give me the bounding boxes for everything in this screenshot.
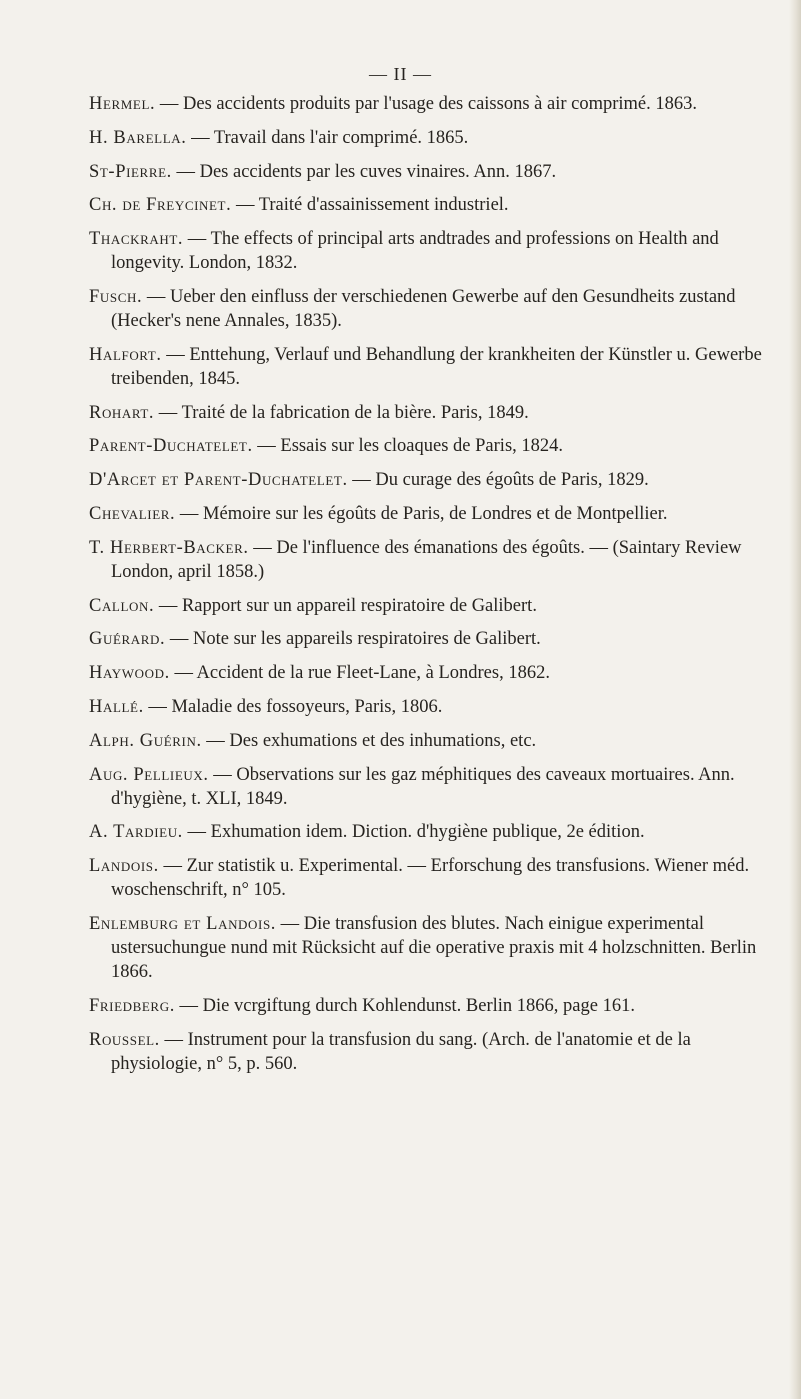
bibliography-entry xyxy=(89,661,779,685)
entry-author: Hermel. xyxy=(89,94,156,114)
entry-text: — Des accidents produits par l'usage des caissons à air comprimé. 1863. xyxy=(155,94,697,114)
entry-author: Parent-Duchatelet. xyxy=(89,436,253,457)
entry-author: Fusch. xyxy=(89,286,143,307)
bibliography-entry xyxy=(89,193,779,217)
entry-author: H. Barella. xyxy=(89,127,187,148)
entry-text: — Essais sur les cloaques de Paris, 1824. xyxy=(252,436,564,457)
entry-author: Callon. xyxy=(89,595,155,616)
entry-text: — The effects of principal arts andtrades and professions on Health and longevity. London, 1832. xyxy=(111,229,719,274)
entry-author: Alph. Guérin. xyxy=(89,730,202,751)
entry-author: Friedberg. xyxy=(89,995,175,1016)
entry-author: Aug. Pellieux. xyxy=(89,764,209,785)
bibliography-entry xyxy=(89,468,779,492)
bibliography-entry xyxy=(89,343,779,391)
bibliography-entry xyxy=(89,763,779,811)
bibliography-entry xyxy=(89,627,779,651)
bibliography-entry xyxy=(89,912,779,984)
bibliography-entry xyxy=(89,536,779,584)
entry-text: — Des accidents par les cuves vinaires. Ann. 1867. xyxy=(171,161,557,182)
bibliography-entry xyxy=(89,227,779,275)
entry-text: — Maladie des fossoyeurs, Paris, 1806. xyxy=(143,696,443,717)
entry-author: Rohart. xyxy=(89,402,155,423)
bibliography-entry xyxy=(89,285,779,333)
bibliography-entry xyxy=(89,594,779,618)
entry-text: — Travail dans l'air comprimé. 1865. xyxy=(186,127,469,148)
entry-text: — Die vcrgiftung durch Kohlendunst. Berlin 1866, page 161. xyxy=(174,995,635,1016)
entry-text: — Exhumation idem. Diction. d'hygiène publique, 2e édition. xyxy=(182,822,645,843)
entry-author: D'Arcet et Parent-Duchatelet. xyxy=(89,470,348,491)
entry-text: — Ueber den einfluss der verschiedenen Gewerbe auf den Gesundheits zustand (Hecker's nene Annales, 1835). xyxy=(111,286,736,331)
entry-text: — De l'influence des émanations des égoûts. — (Saintary Review London, april 1858.) xyxy=(111,537,742,582)
entry-author: Thackraht. xyxy=(89,229,184,250)
bibliography-entry xyxy=(89,820,779,844)
bibliography-entry xyxy=(89,434,779,458)
entry-author: Guérard. xyxy=(89,629,166,650)
entry-text: — Mémoire sur les égoûts de Paris, de Londres et de Montpellier. xyxy=(175,503,668,524)
bibliography-entry xyxy=(89,92,779,116)
page-number: — II — xyxy=(369,64,432,84)
entry-text: — Accident de la rue Fleet-Lane, à Londres, 1862. xyxy=(169,663,550,684)
entry-text: — Du curage des égoûts de Paris, 1829. xyxy=(347,470,649,491)
bibliography-entry xyxy=(89,160,779,184)
entry-author: St-Pierre. xyxy=(89,161,172,182)
entry-author: Haywood. xyxy=(89,663,170,684)
bibliography-entry xyxy=(89,401,779,425)
bibliography-entry xyxy=(89,729,779,753)
entry-text: — Traité d'assainissement industriel. xyxy=(231,195,509,216)
bibliography-entry xyxy=(89,695,779,719)
bibliography-entry xyxy=(89,994,779,1018)
entry-author: Halfort. xyxy=(89,344,162,365)
bibliography-entry xyxy=(89,854,779,902)
entry-text: — Observations sur les gaz méphitiques des caveaux mortuaires. Ann. d'hygiène, t. XLI, 1849. xyxy=(111,764,735,809)
entry-text: — Zur statistik u. Experimental. — Erforschung des transfusions. Wiener méd. woschenschrift, n° 105. xyxy=(111,856,750,901)
entry-author: Chevalier. xyxy=(89,503,176,524)
entry-author: T. Herbert-Backer. xyxy=(89,537,249,558)
entry-text: — Instrument pour la transfusion du sang. (Arch. de l'anatomie et de la physiologie, n° 5, p. 560. xyxy=(111,1029,691,1074)
entry-text: — Note sur les appareils respiratoires de Galibert. xyxy=(165,629,541,650)
entry-text: — Traité de la fabrication de la bière. Paris, 1849. xyxy=(154,402,529,423)
entry-author: A. Tardieu. xyxy=(89,822,183,843)
entry-author: Ch. de Freycinet. xyxy=(89,195,232,216)
entry-author: Hallé. xyxy=(89,696,144,717)
entry-author: Landois. xyxy=(89,856,159,877)
bibliography-entry xyxy=(89,126,779,150)
entry-text: — Die transfusion des blutes. Nach einigue experimental ustersuchungue nund mit Rücksicht auf die operative praxis mit 4 holzschnitten. Berlin 1866. xyxy=(111,913,757,982)
entry-text: — Des exhumations et des inhumations, etc. xyxy=(201,730,537,751)
entry-text: — Enttehung, Verlauf und Behandlung der krankheiten der Künstler u. Gewerbe treibenden, 1845. xyxy=(111,344,762,389)
page-edge-shadow xyxy=(789,0,801,1399)
entry-text: — Rapport sur un appareil respiratoire de Galibert. xyxy=(154,595,537,616)
bibliography-entry xyxy=(89,1028,779,1076)
entry-author: Enlemburg et Landois. xyxy=(89,913,277,934)
entry-author: Roussel. xyxy=(89,1029,160,1050)
bibliography-entry xyxy=(89,502,779,526)
bibliography-list xyxy=(89,92,779,1085)
